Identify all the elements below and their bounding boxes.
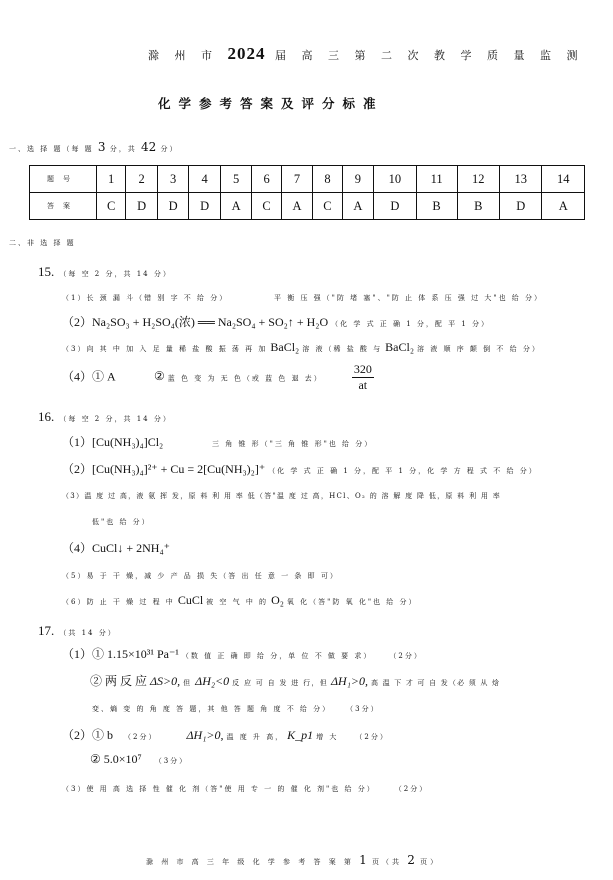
table-cell: 8 (313, 166, 342, 193)
table-cell: A (220, 193, 252, 220)
q16-answer-6-pre: （6）防 止 干 燥 过 程 中 (62, 598, 175, 606)
table-cell: 14 (542, 166, 585, 193)
q16-answer-1b-text: 三 角 锥 形（"三 角 锥 形"也 给 分） (212, 440, 374, 448)
q15-answer-4-note: 蓝 色 变 为 无 色（或 蓝 色 退 去） (167, 374, 323, 383)
footer-prefix: 滁 州 市 高 三 年 级 化 学 参 考 答 案 第 (146, 858, 354, 866)
section1-points: 3 (97, 140, 106, 154)
table-cell: D (157, 193, 189, 220)
q17-number: 17. (38, 623, 55, 638)
q16-answer-3b (92, 513, 151, 528)
q15-answer-1b-text: 平 衡 压 强（"防 堵 塞"、"防 止 体 系 压 强 过 大"也 给 分） (274, 294, 544, 302)
q17-answer-2-value: （2）① b (62, 728, 114, 742)
q17-answer-1 (62, 645, 423, 662)
q17-answer-1b-mid: 但 (183, 679, 193, 687)
q16-answer-4 (62, 539, 170, 556)
q16-answer-3a-text: （3）温 度 过 高，液 氨 挥 发，原 料 利 用 率 低（答"温 度 过 高，HCl、O₂ 的 溶 解 度 降 低，原 料 利 用 率 (62, 492, 502, 500)
q17-answer-2 (62, 726, 389, 743)
q15-answer-3-post: 溶 液 顺 序 颠 倒 不 给 分） (417, 345, 541, 353)
section1-label-post: 分） (160, 145, 179, 153)
q17-answer-2-kp1: K_p1 (287, 728, 314, 742)
table-cell: 11 (416, 166, 457, 193)
q16-answer-3a (62, 487, 501, 502)
q16-answer-1 (62, 433, 163, 450)
table-row-numbers (30, 166, 585, 193)
q17-answer-1-value: （1）① 1.15×10³¹ Pa⁻¹ (62, 647, 179, 661)
table-cell: C (313, 193, 342, 220)
q15-points: （每 空 2 分，共 14 分） (59, 270, 172, 278)
q17-answer-1b-post: 高 温 下 才 可 自 发（必 须 从 焓 (370, 679, 501, 687)
footer-total-pages: 2 (407, 853, 415, 867)
q15-header (38, 261, 172, 280)
q16-answer-1a: （1）[Cu(NH₃)₄]Cl₂ (62, 435, 164, 449)
row-label-numbers: 题号 (30, 166, 97, 193)
table-cell: C (97, 193, 126, 220)
title-suffix: 届 高 三 第 二 次 教 学 质 量 监 测 (275, 49, 584, 62)
table-cell: 6 (252, 166, 281, 193)
fraction-numerator: 320 (353, 362, 372, 376)
q16-answer-1b (212, 435, 373, 450)
q15-answer-4 (62, 362, 374, 393)
q16-answer-6 (62, 593, 418, 608)
q16-answer-6-chem: CuCl (177, 593, 204, 607)
q15-answer-4-fraction (352, 362, 374, 393)
q15-answer-1b (274, 289, 543, 304)
footer-suffix: 页） (420, 858, 441, 866)
table-cell: B (416, 193, 457, 220)
section1-total: 42 (141, 140, 157, 154)
q17-delta-s: ΔS>0, (150, 674, 181, 688)
q15-answer-3-chem2: BaCl₂ (385, 340, 415, 354)
q17-answer-3-text: （3）使 用 高 选 择 性 催 化 剂（答"使 用 专 一 的 催 化 剂"也 给 分） (62, 785, 376, 793)
table-row-answers (30, 193, 585, 220)
table-cell: B (457, 193, 499, 220)
q15-answer-3 (62, 340, 541, 355)
q17-answer-1c-text: 变、熵 变 的 角 度 答 题，其 他 答 题 角 度 不 给 分） (92, 705, 332, 713)
q17-answer-2-post: 增 大 (316, 733, 339, 741)
q15-answer-1a: （1）长 颈 漏 斗（错 别 字 不 给 分） (62, 294, 229, 302)
table-cell: 1 (97, 166, 126, 193)
q17-answer-2-points2: （2分） (355, 733, 389, 741)
q15-answer-4-mid: ② (154, 369, 165, 384)
section1-label-pre: 一、选 择 题（每 题 (9, 145, 94, 153)
q16-answer-6-chem2: O₂ (271, 593, 284, 607)
table-cell: 7 (281, 166, 313, 193)
section2-heading: 二、非 选 择 题 (9, 239, 76, 247)
q17-answer-1-points: （2分） (389, 652, 423, 660)
table-cell: D (126, 193, 158, 220)
page-footer (146, 853, 440, 867)
q16-number: 16. (38, 409, 55, 424)
q17-answer-2b-points: （3分） (154, 757, 189, 765)
table-cell: A (342, 193, 374, 220)
row-label-answers: 答案 (30, 193, 97, 220)
q17-answer-1b-pre: ② 两 反 应 (90, 674, 148, 688)
q16-answer-2 (62, 460, 538, 477)
q17-answer-1b-mid2: 反 应 可 自 发 进 行，但 (232, 679, 328, 687)
q16-answer-5 (62, 567, 339, 582)
q17-header (38, 620, 117, 639)
q17-points: （共 14 分） (59, 629, 117, 637)
table-cell: 2 (126, 166, 158, 193)
table-cell: 4 (189, 166, 221, 193)
table-cell: D (500, 193, 542, 220)
title-prefix: 滁 州 市 (148, 49, 218, 62)
table-cell: A (542, 193, 585, 220)
q16-answer-5-text: （5）易 于 干 燥，减 少 产 品 损 失（答 出 任 意 一 条 即 可） (62, 572, 339, 580)
q15-answer-4-label: （4）① A (62, 369, 116, 384)
section1-heading (9, 140, 179, 154)
answer-table (29, 165, 585, 220)
q15-answer-3-chem: BaCl₂ (270, 340, 300, 354)
q15-equation-note: （化 学 式 正 确 1 分，配 平 1 分） (331, 320, 491, 328)
table-cell: D (189, 193, 221, 220)
q16-answer-6-mid: 被 空 气 中 的 (206, 598, 269, 606)
q15-answer-3-pre: （3）向 其 中 加 入 足 量 稀 盐 酸 振 荡 再 加 (62, 345, 268, 353)
q17-answer-2-mid: 温 度 升 高， (226, 733, 285, 741)
section1-label-mid: 分，共 (109, 145, 137, 153)
fraction-denominator: at (358, 378, 368, 392)
q16-header (38, 406, 172, 425)
q15-answer-1 (62, 289, 228, 304)
table-cell: A (281, 193, 313, 220)
q17-delta-h2: ΔH₂<0 (195, 674, 230, 688)
q15-answer-2 (62, 313, 490, 330)
table-cell: C (252, 193, 281, 220)
q17-answer-3 (62, 780, 428, 795)
q15-number: 15. (38, 264, 55, 279)
table-cell: 5 (220, 166, 252, 193)
q17-answer-1c (92, 700, 380, 715)
q15-equation: （2）Na₂SO₃ + H₂SO₄(浓) ══ Na₂SO₄ + SO₂↑ + H₂O (62, 315, 329, 329)
q17-answer-2b (90, 752, 188, 767)
table-cell: 9 (342, 166, 374, 193)
q17-answer-1-note: （数 值 正 确 即 给 分，单 位 不 做 要 求） (181, 652, 373, 660)
table-cell: 3 (157, 166, 189, 193)
page-subtitle: 化学参考答案及评分标准 (158, 96, 384, 111)
q15-answer-3-mid: 溶 液（稀 盐 酸 与 (302, 345, 383, 353)
q17-answer-2b-value: ② 5.0×10⁷ (90, 752, 142, 766)
q17-answer-2-delta-h1: ΔH₁>0, (186, 728, 224, 742)
footer-mid: 页（共 (372, 858, 403, 866)
footer-page-number: 1 (359, 853, 367, 867)
q17-answer-3-points: （2分） (394, 785, 429, 793)
title-year: 2024 (227, 44, 266, 63)
q16-equation-note: （化 学 式 正 确 1 分，配 平 1 分，化 学 方 程 式 不 给 分） (268, 467, 538, 475)
q16-answer-4-text: （4）CuCl↓ + 2NH₄⁺ (62, 541, 170, 555)
q17-answer-2-points: （2分） (124, 733, 158, 741)
q16-points: （每 空 2 分，共 14 分） (59, 415, 172, 423)
table-cell: 10 (374, 166, 416, 193)
table-cell: 12 (457, 166, 499, 193)
table-cell: 13 (500, 166, 542, 193)
exam-title (148, 44, 583, 64)
table-cell: D (374, 193, 416, 220)
q16-answer-3b-text: 低"也 给 分） (92, 518, 151, 526)
q17-delta-h1: ΔH₁>0, (331, 674, 368, 688)
q16-answer-6-post: 氧 化（答"防 氧 化"也 给 分） (286, 598, 418, 606)
q17-answer-1b (90, 672, 500, 689)
q17-answer-1c-points: （3分） (346, 705, 380, 713)
q16-equation: （2）[Cu(NH₃)₄]²⁺ + Cu = 2[Cu(NH₃)₂]⁺ (62, 462, 266, 476)
